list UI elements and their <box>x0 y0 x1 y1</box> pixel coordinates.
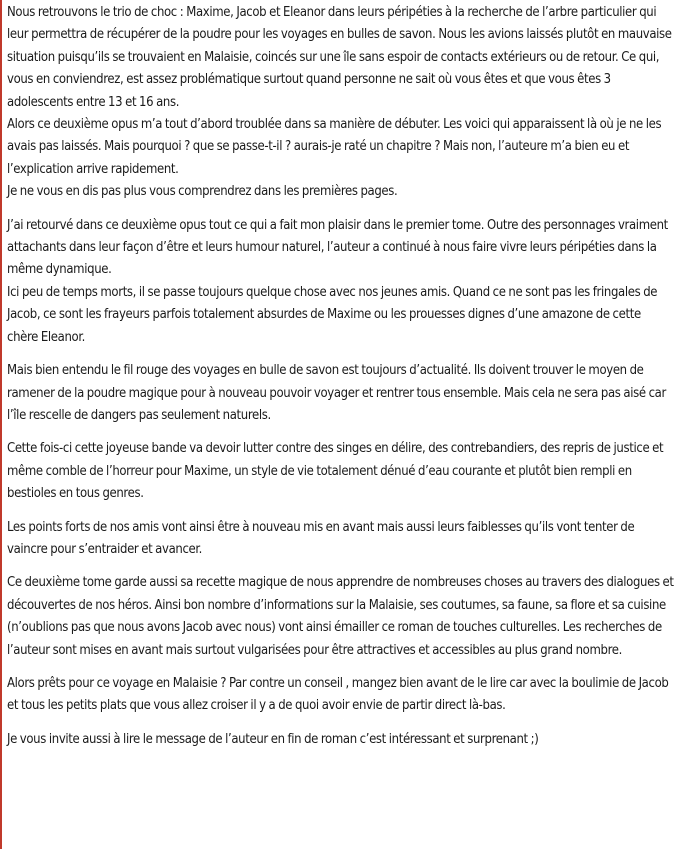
paragraph-closing: Je vous invite aussi à lire le message de l’auteur en fin de roman c’est intéressant et surprenant ;) <box>7 731 539 747</box>
paragraph-culture: Ce deuxième tome garde aussi sa recette magique de nous apprendre de nombreuses choses au travers des dialogues et découvertes de nos héros. Ainsi bon nombre d’informations sur la Malaisie, ses coutumes, sa faune, sa flore et sa cuisine (n’oublions pas que nous avons Jacob avec nous) vont ainsi émailler ce roman de touches culturelles. Les recherches de l’auteur sont mises en avant mais surtout vulgarisées pour être attractives et accessibles au plus grand nombre. <box>7 575 674 658</box>
paragraph-intro: Nous retrouvons le trio de choc : Maxime, Jacob et Eleanor dans leurs péripéties à la recherche de l’arbre particulier qui leur permettra de récupérer de la poudre pour les voyages en bulles de savon. Nous les avions laissés plutôt en mauvaise situation puisqu’ils se trouvaient en Malaisie, coincés sur une île sans espoir de contacts extérieurs ou de retour. Ce qui, vous en conviendrez, est assez problématique surtout quand personne ne sait où vous êtes et que vous êtes 3 adolescents entre 13 et 16 ans. Alors ce deuxième opus m’a tout d’abord troublée dans sa manière de débuter. Les voici qui apparaissent là où je ne les avais pas laissés. Mais pourquoi ? que se passe-t-il ? aurais-je raté un chapitre ? Mais non, l’auteure m’a bien eu et l’explication arrive rapidement. Je ne vous en dis pas plus vous comprendrez dans les premières pages. <box>7 5 672 200</box>
paragraph-plot-thread: Mais bien entendu le fil rouge des voyages en bulle de savon est toujours d’actualité. Ils doivent trouver le moyen de ramener de la poudre magique pour à nouveau pouvoir voyager et rentrer tous ensemble. Mais cela ne sera pas aisé car l’île rescelle de dangers pas seulement naturels. <box>7 363 666 423</box>
paragraph-strengths: Les points forts de nos amis vont ainsi être à nouveau mis en avant mais aussi leurs faiblesses qu’ils vont tenter de vaincre pour s’entraider et avancer. <box>7 519 635 557</box>
paragraph-dangers: Cette fois-ci cette joyeuse bande va devoir lutter contre des singes en délire, des contrebandiers, des repris de justice et même comble de l’horreur pour Maxime, un style de vie totalement dénué d’eau courante et plutôt bien rempli en bestioles en tous genres. <box>7 441 664 502</box>
paragraph-characters: J’ai retourvé dans ce deuxième opus tout ce qui a fait mon plaisir dans le premier tome. Outre des personnages vraiment attachants dans leur façon d’être et leurs humour naturel, l’auteur a continué à nous faire vivre leurs péripéties dans la même dynamique. Ici peu de temps morts, il se passe toujours quelque chose avec nos jeunes amis. Quand ce ne sont pas les fringales de Jacob, ce sont les frayeurs parfois totalement absurdes de Maxime ou les prouesses dignes d’une amazone de cette chère Eleanor. <box>7 217 668 345</box>
paragraph-advice: Alors prêts pour ce voyage en Malaisie ? Par contre un conseil , mangez bien avant de le lire car avec la boulimie de Jacob et tous les petits plats que vous allez croiser il y a de quoi avoir envie de partir direct là-bas. <box>7 675 669 714</box>
